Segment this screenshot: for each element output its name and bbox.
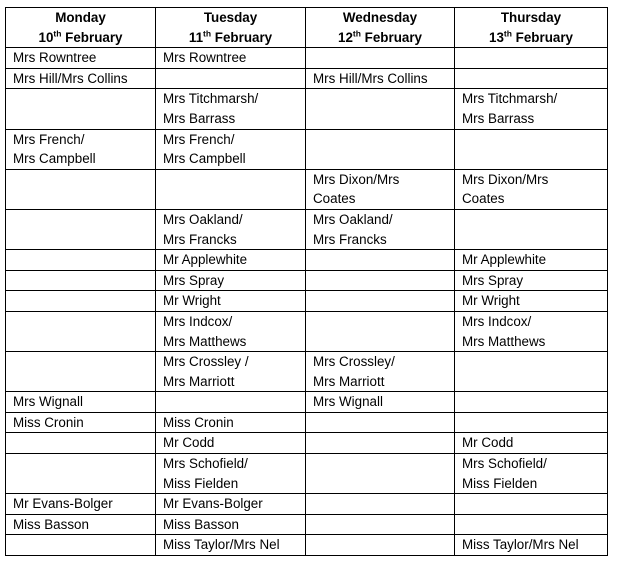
cell-text: Mrs Marriott (163, 373, 235, 389)
cell-text: Coates (462, 191, 505, 207)
table-cell (306, 291, 455, 312)
day-date: 13th February (489, 28, 573, 45)
table-cell (306, 514, 455, 535)
header-thursday (455, 8, 608, 48)
table-cell (6, 352, 156, 392)
cell-text: Mrs Rowntree (13, 50, 97, 66)
table-row (6, 209, 608, 249)
table-cell (306, 129, 455, 169)
table-cell (306, 209, 455, 249)
cell-text: Mr Applewhite (163, 252, 248, 268)
table-cell (306, 48, 455, 69)
cell-text: Mrs Campbell (163, 151, 246, 167)
cell-text: Mrs Indcox/ (163, 313, 233, 329)
day-date: 12th February (338, 28, 422, 45)
table-row (6, 494, 608, 515)
cell-text: Mrs French/ (163, 131, 235, 147)
table-cell (455, 454, 608, 494)
table-cell (455, 129, 608, 169)
table-cell (306, 311, 455, 351)
table-cell (6, 412, 156, 433)
cell-text: Mrs Barrass (462, 110, 535, 126)
table-cell (6, 68, 156, 89)
table-cell (455, 270, 608, 291)
table-cell (156, 68, 306, 89)
cell-text: Mrs Matthews (462, 333, 546, 349)
table-cell (306, 169, 455, 209)
table-cell (306, 454, 455, 494)
cell-text: Miss Fielden (163, 475, 239, 491)
table-cell (455, 89, 608, 129)
table-cell (156, 352, 306, 392)
table-cell (306, 494, 455, 515)
table-cell (455, 412, 608, 433)
day-name: Monday (55, 10, 106, 25)
table-cell (455, 48, 608, 69)
cell-text: Mrs Schofield/ (462, 456, 547, 472)
cell-text: Mrs Titchmarsh/ (462, 91, 558, 107)
rota-table (5, 7, 608, 556)
table-cell (306, 535, 455, 556)
table-cell (156, 129, 306, 169)
cell-text: Mrs Matthews (163, 333, 247, 349)
table-cell (306, 89, 455, 129)
table-cell (156, 454, 306, 494)
table-cell (455, 535, 608, 556)
table-cell (455, 250, 608, 271)
cell-text: Mrs Rowntree (163, 50, 247, 66)
table-cell (156, 89, 306, 129)
cell-text: Mrs Schofield/ (163, 456, 248, 472)
table-cell (6, 454, 156, 494)
header-row (6, 8, 608, 48)
cell-text: Mrs Marriott (313, 373, 385, 389)
table-cell (306, 68, 455, 89)
table-cell (156, 535, 306, 556)
header-monday (6, 8, 156, 48)
table-cell (6, 209, 156, 249)
table-cell (156, 514, 306, 535)
cell-text: Mrs Dixon/Mrs (462, 171, 549, 187)
table-cell (156, 311, 306, 351)
table-row (6, 392, 608, 413)
table-cell (6, 270, 156, 291)
cell-text: Mrs Hill/Mrs Collins (313, 70, 428, 86)
cell-text: Mr Wright (462, 293, 520, 309)
cell-text: Miss Taylor/Mrs Nel (462, 537, 579, 553)
cell-text: Mrs Titchmarsh/ (163, 91, 259, 107)
table-cell (6, 433, 156, 454)
day-date: 11th February (188, 28, 273, 45)
table-cell (6, 250, 156, 271)
cell-text: Mrs Spray (462, 272, 524, 288)
table-cell (306, 270, 455, 291)
day-name: Thursday (500, 10, 562, 25)
table-cell (156, 48, 306, 69)
table-row (6, 454, 608, 494)
table-cell (6, 514, 156, 535)
table-cell (306, 433, 455, 454)
table-row (6, 514, 608, 535)
header-wednesday (306, 8, 455, 48)
table-cell (455, 514, 608, 535)
table-row (6, 169, 608, 209)
rota-header (6, 8, 608, 48)
table-cell (306, 352, 455, 392)
table-cell (156, 270, 306, 291)
table-cell (156, 209, 306, 249)
cell-text: Miss Cronin (163, 414, 234, 430)
table-row (6, 433, 608, 454)
table-cell (6, 494, 156, 515)
table-cell (156, 291, 306, 312)
table-cell (6, 89, 156, 129)
table-cell (6, 291, 156, 312)
cell-text: Miss Taylor/Mrs Nel (163, 537, 280, 553)
cell-text: Mr Wright (163, 293, 221, 309)
table-cell (6, 48, 156, 69)
table-cell (156, 169, 306, 209)
table-cell (156, 412, 306, 433)
table-cell (455, 311, 608, 351)
table-cell (156, 494, 306, 515)
table-row (6, 311, 608, 351)
table-cell (6, 169, 156, 209)
day-name: Wednesday (342, 10, 418, 25)
cell-text: Mrs Francks (163, 231, 237, 247)
table-cell (455, 352, 608, 392)
table-row (6, 129, 608, 169)
cell-text: Miss Basson (13, 516, 89, 532)
table-cell (6, 392, 156, 413)
day-date: 10th February (38, 28, 123, 45)
table-row (6, 270, 608, 291)
table-cell (455, 433, 608, 454)
cell-text: Mrs Hill/Mrs Collins (13, 70, 128, 86)
cell-text: Mrs Dixon/Mrs (313, 171, 400, 187)
table-row (6, 291, 608, 312)
cell-text: Miss Basson (163, 516, 239, 532)
table-cell (455, 68, 608, 89)
cell-text: Coates (313, 191, 356, 207)
table-cell (306, 392, 455, 413)
cell-text: Mrs Oakland/ (313, 211, 393, 227)
table-cell (6, 311, 156, 351)
cell-text: Mrs Crossley / (163, 354, 249, 370)
cell-text: Mrs French/ (13, 131, 85, 147)
table-row (6, 48, 608, 69)
table-row (6, 89, 608, 129)
cell-text: Mr Codd (462, 435, 514, 451)
table-row (6, 68, 608, 89)
cell-text: Miss Cronin (13, 414, 84, 430)
cell-text: Mr Evans-Bolger (13, 496, 113, 512)
cell-text: Mrs Indcox/ (462, 313, 532, 329)
table-row (6, 250, 608, 271)
cell-text: Mr Applewhite (462, 252, 547, 268)
table-cell (6, 129, 156, 169)
table-cell (455, 291, 608, 312)
cell-text: Mrs Oakland/ (163, 211, 243, 227)
cell-text: Miss Fielden (462, 475, 538, 491)
day-name: Tuesday (203, 10, 258, 25)
table-cell (455, 209, 608, 249)
cell-text: Mrs Wignall (313, 394, 383, 410)
cell-text: Mr Evans-Bolger (163, 496, 263, 512)
cell-text: Mrs Barrass (163, 110, 236, 126)
table-cell (156, 392, 306, 413)
table-cell (455, 169, 608, 209)
rota-body (6, 48, 608, 556)
table-cell (455, 494, 608, 515)
table-cell (306, 250, 455, 271)
cell-text: Mrs Spray (163, 272, 225, 288)
table-row (6, 412, 608, 433)
table-cell (306, 412, 455, 433)
cell-text: Mr Codd (163, 435, 215, 451)
table-row (6, 352, 608, 392)
table-cell (455, 392, 608, 413)
table-cell (156, 250, 306, 271)
cell-text: Mrs Campbell (13, 151, 96, 167)
cell-text: Mrs Crossley/ (313, 354, 395, 370)
table-row (6, 535, 608, 556)
header-tuesday (156, 8, 306, 48)
cell-text: Mrs Wignall (13, 394, 83, 410)
table-cell (156, 433, 306, 454)
cell-text: Mrs Francks (313, 231, 387, 247)
table-cell (6, 535, 156, 556)
